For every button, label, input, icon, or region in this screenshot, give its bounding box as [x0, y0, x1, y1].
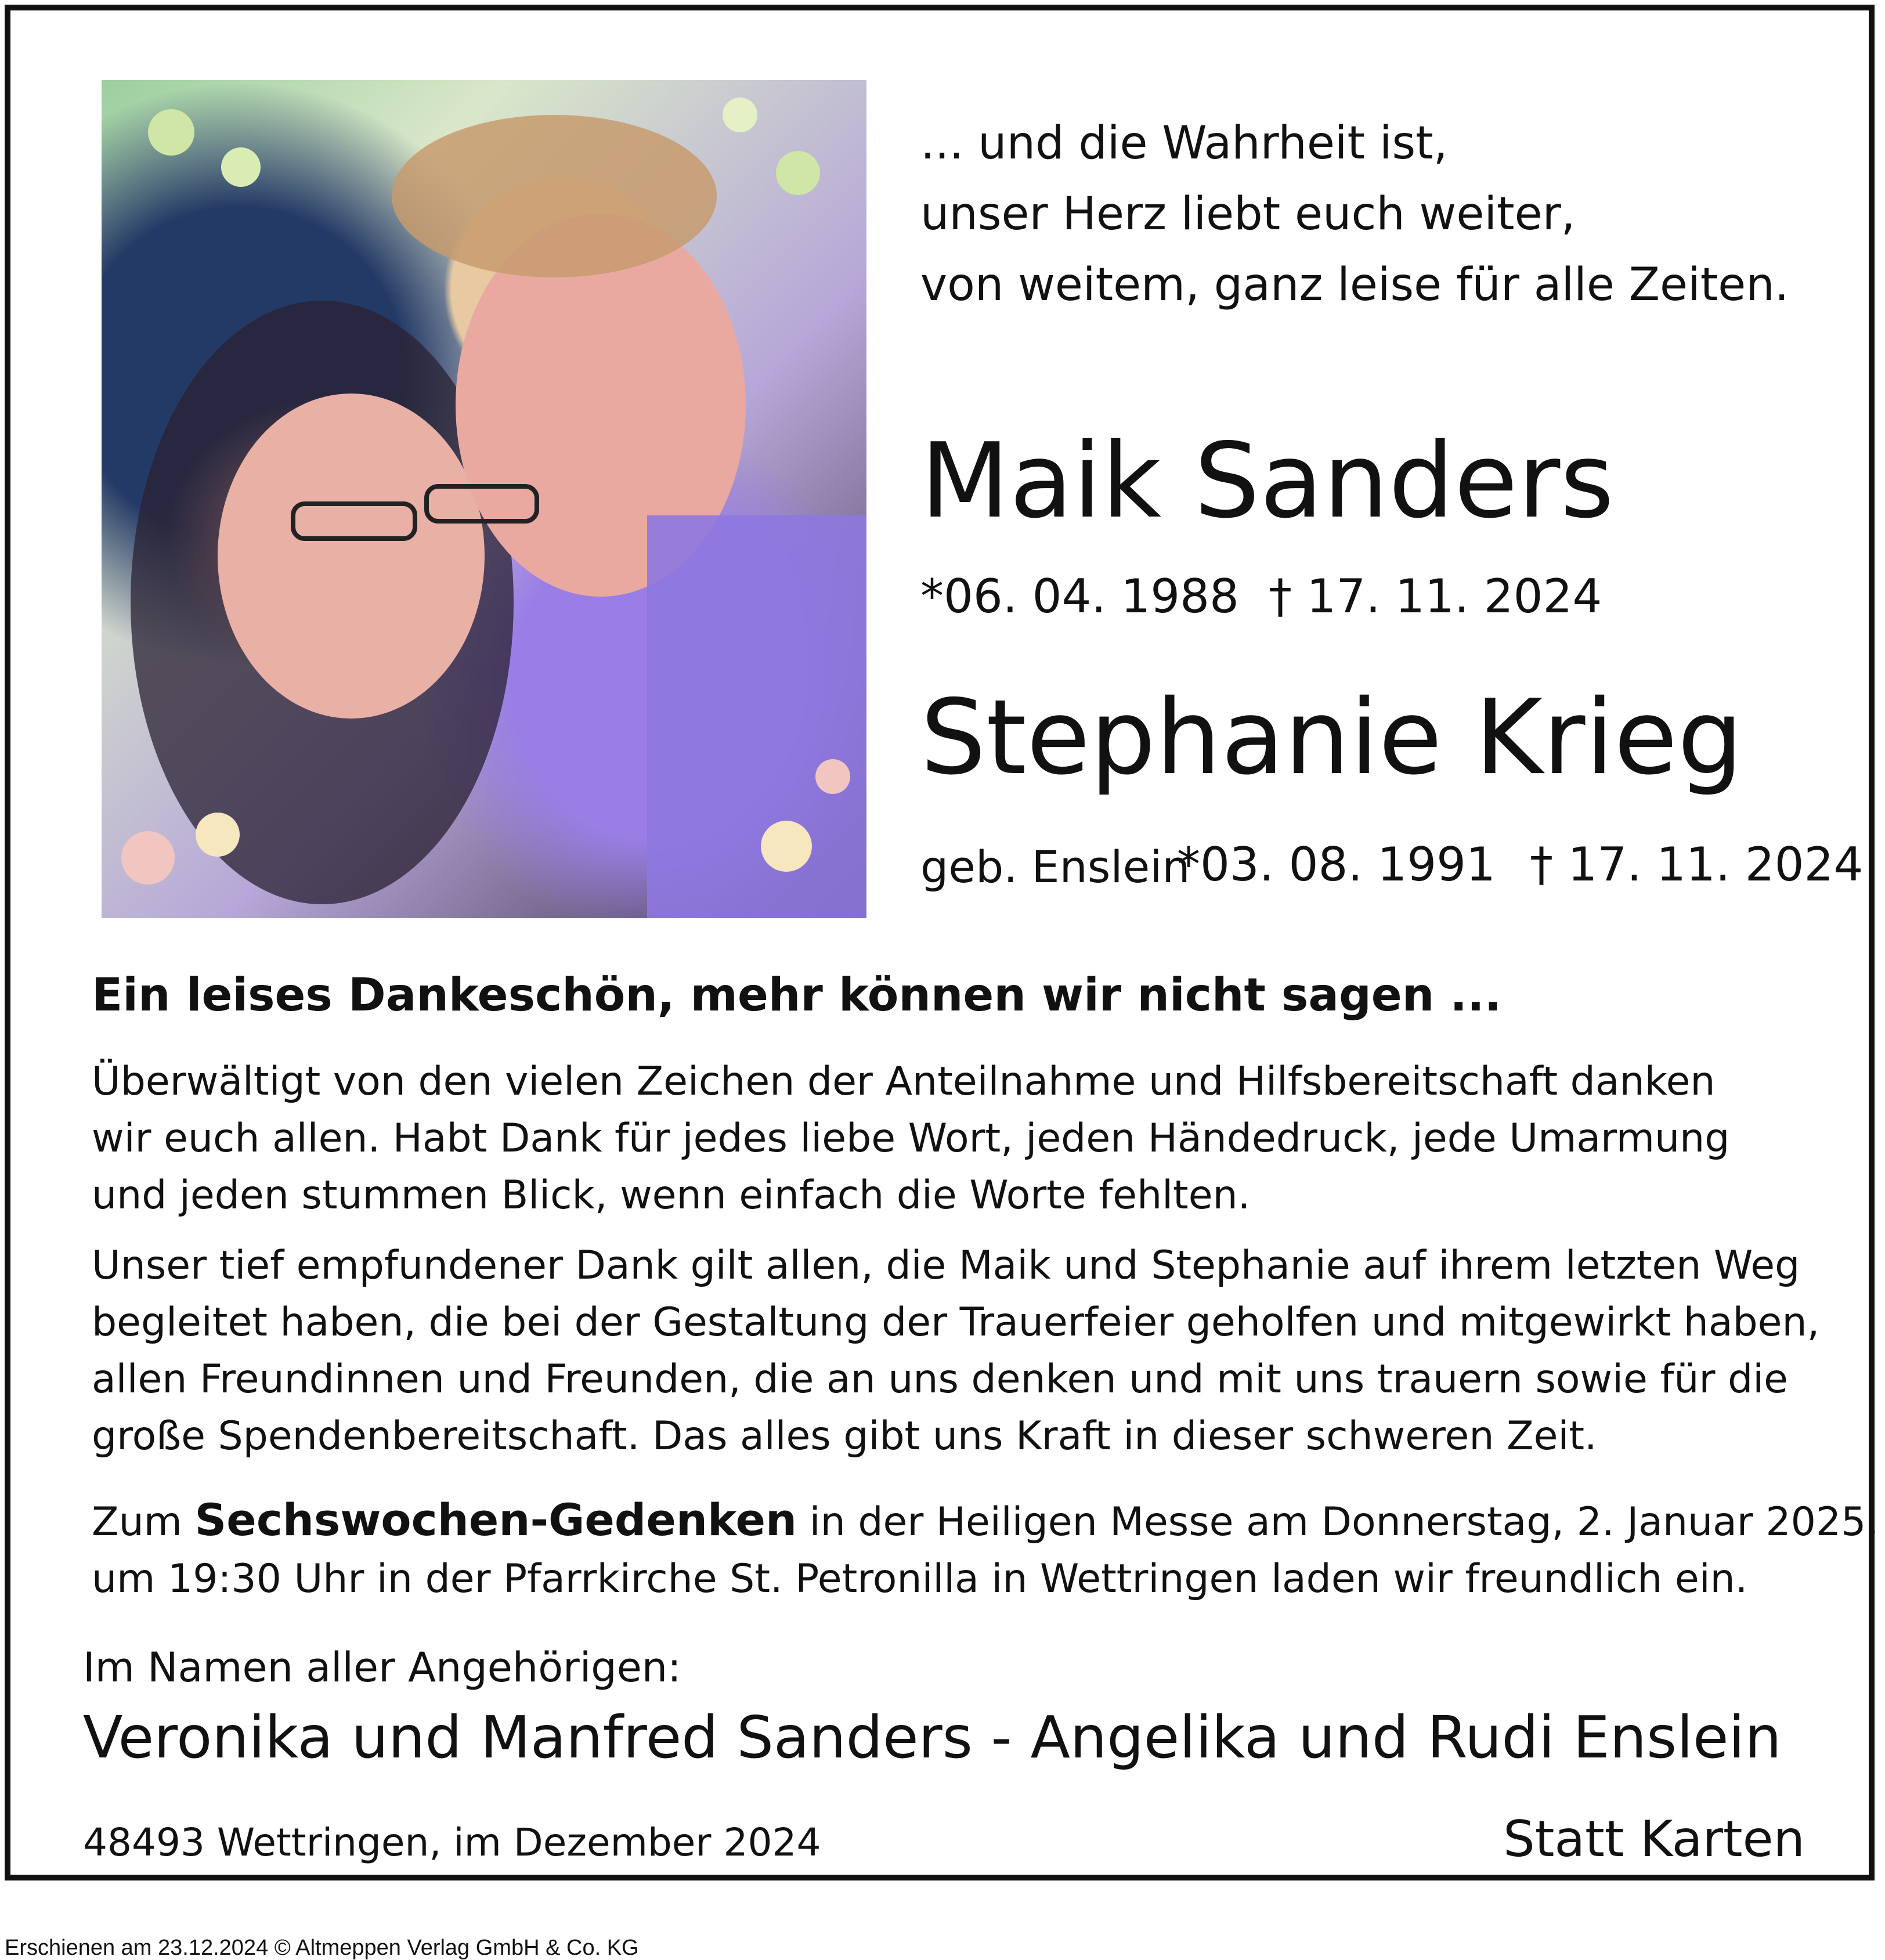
- poem-line: von weitem, ganz leise für alle Zeiten.: [920, 259, 1789, 311]
- death-date-1: † 17. 11. 2024: [1269, 569, 1602, 623]
- paragraph-2: [92, 1237, 1819, 1465]
- paragraph-line: und jeden stummen Blick, wenn einfach die Worte fehlten.: [92, 1172, 1251, 1218]
- paragraph-line: allen Freundinnen und Freunden, die an uns denken und mit uns trauern sowie für die: [92, 1356, 1788, 1402]
- photo-illustration: [102, 80, 866, 918]
- publication-footer: Erschienen am 23.12.2024 © Altmeppen Verlag GmbH & Co. KG: [5, 1936, 639, 1960]
- paragraph-1: [92, 1053, 1729, 1224]
- paragraph-line: Überwältigt von den vielen Zeichen der Anteilnahme und Hilfsbereitschaft danken: [92, 1059, 1716, 1104]
- deceased-name-1: Maik Sanders: [920, 421, 1615, 541]
- signoff-intro: Im Namen aller Angehörigen:: [83, 1644, 681, 1691]
- deceased-name-2: Stephanie Krieg: [920, 677, 1743, 797]
- poem: [920, 108, 1789, 320]
- birth-date-1: *06. 04. 1988: [920, 569, 1239, 623]
- maiden-name: geb. Enslein: [920, 841, 1190, 893]
- paragraph-line: um 19:30 Uhr in der Pfarrkirche St. Petronilla in Wettringen laden wir freundlich ein.: [92, 1556, 1748, 1602]
- paragraph-line: Unser tief empfundener Dank gilt allen, die Maik und Stephanie auf ihrem letzten Weg: [92, 1243, 1800, 1288]
- poem-line: unser Herz liebt euch weiter,: [920, 188, 1576, 240]
- couple-photo: [102, 80, 866, 918]
- place-date: 48493 Wettringen, im Dezember 2024: [83, 1820, 821, 1865]
- memorial-emphasis: Sechswochen-Gedenken: [194, 1494, 797, 1546]
- notice-frame: [5, 5, 1879, 1880]
- memorial-suffix: in der Heiligen Messe am Donnerstag, 2. Januar 2025,: [797, 1499, 1879, 1545]
- thanks-heading: Ein leises Dankeschön, mehr können wir nicht sagen ...: [92, 969, 1502, 1021]
- paragraph-line: begleitet haben, die bei der Gestaltung der Trauerfeier geholfen und mitgewirkt haben,: [92, 1300, 1820, 1345]
- poem-line: ... und die Wahrheit ist,: [920, 117, 1448, 169]
- statt-karten-note: Statt Karten: [1503, 1810, 1805, 1868]
- memorial-prefix: Zum: [92, 1499, 195, 1545]
- birth-date-2: *03. 08. 1991: [1177, 838, 1496, 891]
- signoff-names: Veronika und Manfred Sanders - Angelika und Rudi Enslein: [83, 1703, 1782, 1771]
- death-date-2: † 17. 11. 2024: [1530, 838, 1864, 891]
- paragraph-line: große Spendenbereitschaft. Das alles gibt uns Kraft in dieser schweren Zeit.: [92, 1413, 1597, 1459]
- paragraph-line: [92, 1492, 1879, 1551]
- paragraph-line: wir euch allen. Habt Dank für jedes liebe Wort, jeden Händedruck, jede Umarmung: [92, 1116, 1730, 1161]
- paragraph-3: [92, 1492, 1879, 1608]
